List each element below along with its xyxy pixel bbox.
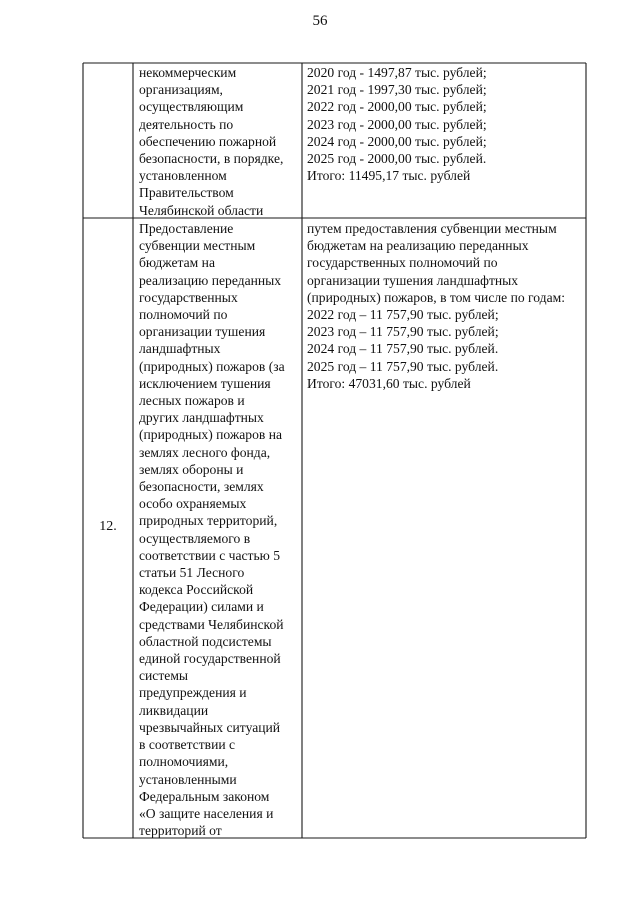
row-description: Предоставление субвенции местным бюджетам на реализацию переданных государственных полномочий по организации тушения ландшафтных (природных) пожаров (за исключением тушения лесных пожаров и других ландшафтных (природных) пожаров на землях лесного фонда, землях обороны и безопасности, землях особо охраняемых природных территорий, осуществляемого в соответствии с частью 5 статьи 51 Лесного кодекса Российской Федерации) силами и средствами Челябинской областной подсистемы единой государственной системы предупреждения и ликвидации чрезвычайных ситуаций в соответствии с полномочиями, установленными Федеральным законом «О защите населения и территорий от bbox=[139, 221, 285, 839]
row-funding: путем предоставления субвенции местным бюджетам на реализацию переданных государственных полномочий по организации тушения ландшафтных (природных) пожаров, в том числе по годам: 2022 год – 11 757,90 тыс. рублей; 2023 год – 11 757,90 тыс. рублей; 2024 год – 11 757,90 тыс. рублей. 2025 год – 11 757,90 тыс. рублей. Итого: 47031,60 тыс. рублей bbox=[307, 221, 566, 391]
row-number: 12. bbox=[99, 519, 117, 534]
row-description: некоммерческим организациям, осуществляющим деятельность по обеспечению пожарной безопасности, в порядке, установленном Правительством Челябинской области bbox=[139, 65, 284, 218]
page-number: 56 bbox=[312, 13, 328, 29]
row-funding: 2020 год - 1497,87 тыс. рублей; 2021 год - 1997,30 тыс. рублей; 2022 год - 2000,00 тыс. рублей; 2023 год - 2000,00 тыс. рублей; 2024 год - 2000,00 тыс. рублей; 2025 год - 2000,00 тыс. рублей. Итого: 11495,17 тыс. рублей bbox=[307, 65, 487, 184]
